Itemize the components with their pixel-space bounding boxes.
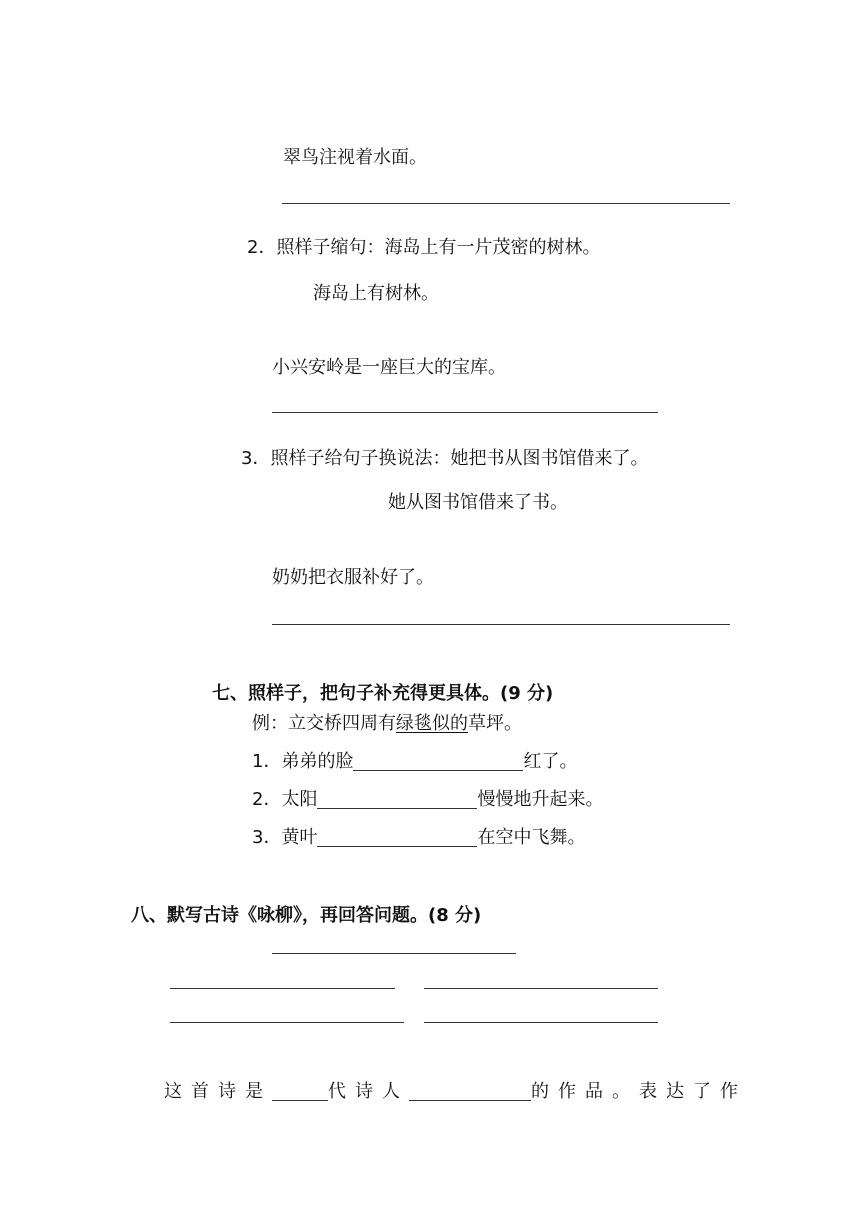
q3-prompt: 3．照样子给句子换说法：她把书从图书馆借来了。 [241, 448, 649, 469]
q2-sentence: 小兴安岭是一座巨大的宝库。 [272, 357, 506, 378]
section8-title: 八、默写古诗《咏柳》，再回答问题。(8 分) [131, 905, 482, 926]
item-suffix: 慢慢地升起来。 [477, 789, 604, 810]
item-prefix: 2．太阳 [252, 789, 318, 810]
section7-example [252, 713, 522, 735]
q1-answer-line[interactable] [282, 203, 730, 204]
q2-example: 海岛上有树林。 [313, 283, 439, 304]
example-prefix: 例：立交桥四周有 [252, 713, 396, 734]
answer-part2: 代诗人 [328, 1081, 409, 1102]
section7-item [252, 751, 577, 773]
poet-blank[interactable] [409, 1082, 531, 1101]
item-suffix: 在空中飞舞。 [477, 827, 586, 848]
section7-item [252, 827, 585, 849]
q3-example: 她从图书馆借来了书。 [388, 492, 568, 513]
section7-item [252, 789, 603, 811]
item-prefix: 1．弟弟的脸 [252, 751, 354, 772]
item-blank[interactable] [317, 790, 477, 809]
item-blank[interactable] [353, 752, 523, 771]
q2-prompt: 2．照样子缩句：海岛上有一片茂密的树林。 [247, 237, 601, 258]
q1-sentence: 翠鸟注视着水面。 [283, 147, 427, 168]
q3-sentence: 奶奶把衣服补好了。 [272, 567, 434, 588]
section8-answer [164, 1081, 747, 1103]
poem-line[interactable] [170, 1022, 404, 1023]
example-suffix: 草坪。 [468, 713, 522, 734]
q3-answer-line[interactable] [272, 624, 730, 625]
item-prefix: 3．黄叶 [252, 827, 318, 848]
poem-line[interactable] [424, 988, 658, 989]
poem-line[interactable] [170, 988, 395, 989]
answer-part1: 这首诗是 [164, 1081, 272, 1102]
example-underlined: 绿毯似的 [396, 713, 468, 734]
poem-title-line[interactable] [272, 953, 516, 954]
dynasty-blank[interactable] [272, 1082, 328, 1101]
answer-part3: 的作品。表达了作 [531, 1081, 747, 1102]
poem-line[interactable] [424, 1022, 658, 1023]
item-blank[interactable] [317, 828, 477, 847]
section7-title: 七、照样子，把句子补充得更具体。(9 分) [212, 683, 554, 704]
item-suffix: 红了。 [523, 751, 578, 772]
q2-answer-line[interactable] [272, 412, 658, 413]
